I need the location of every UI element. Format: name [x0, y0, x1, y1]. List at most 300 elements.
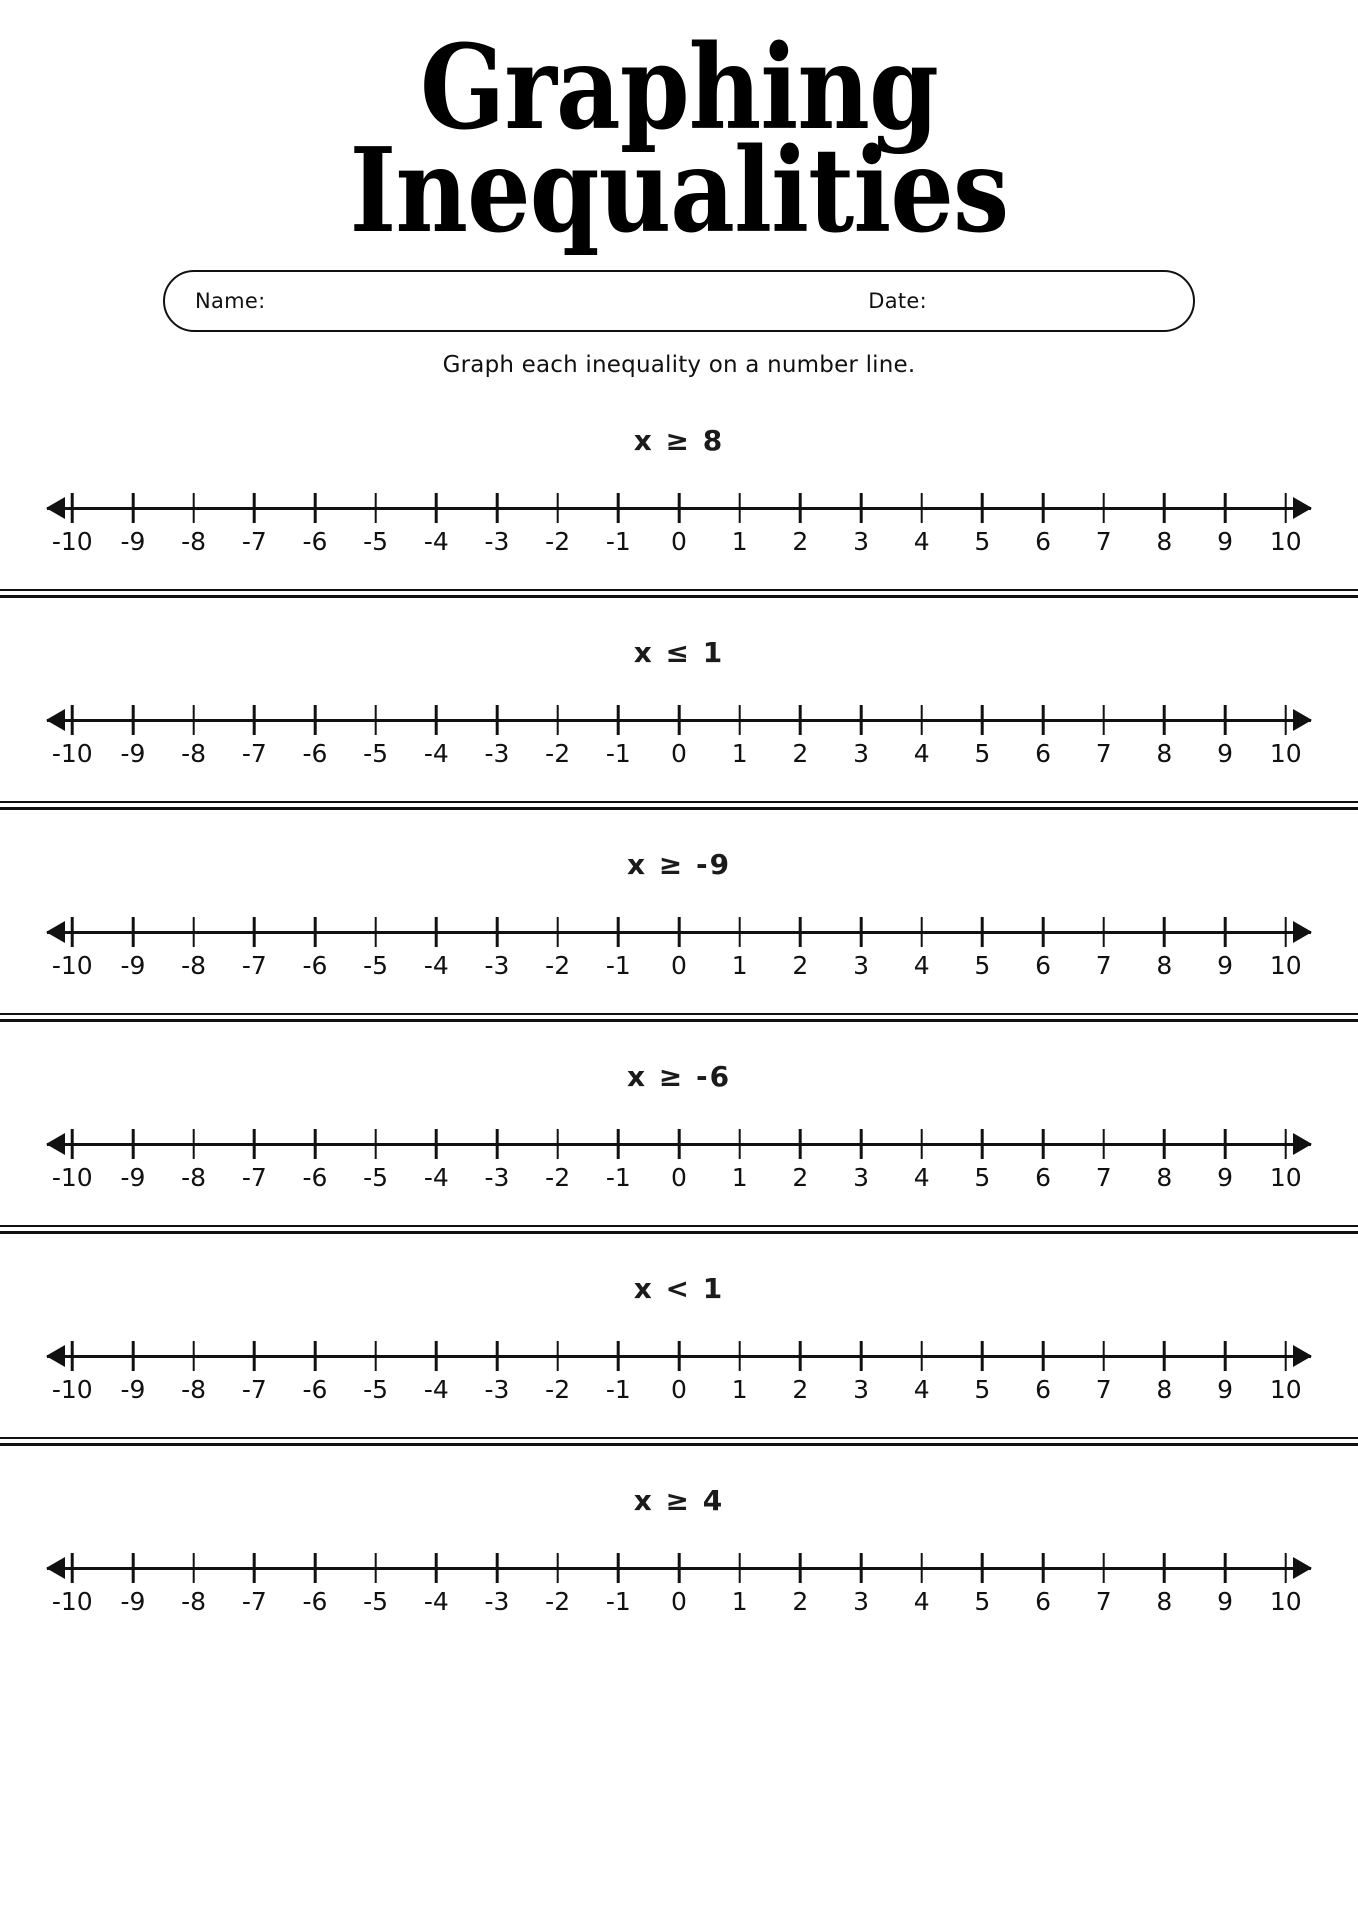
number-line-tick-label: -8 — [181, 951, 207, 981]
number-line-tick-label: -10 — [51, 951, 93, 981]
number-line-tick-label: 9 — [1217, 951, 1233, 981]
arrow-right-icon — [1293, 1133, 1312, 1155]
number-line-tick — [1102, 917, 1105, 947]
number-line-tick-label: 4 — [913, 739, 930, 769]
number-line-tick-label: 3 — [853, 739, 869, 769]
number-line-tick-label: 8 — [1156, 951, 1173, 981]
number-line-tick-label: -2 — [545, 739, 571, 769]
number-line-tick-label: 3 — [853, 951, 869, 981]
number-line-tick — [738, 1341, 741, 1371]
number-line-tick-label: -6 — [302, 1375, 328, 1405]
number-line-tick-label: -5 — [363, 739, 389, 769]
number-line-tick-label: 8 — [1156, 527, 1173, 557]
number-line-tick-label: 8 — [1156, 1163, 1173, 1193]
arrow-left-icon — [46, 1557, 65, 1579]
number-line-tick-label: -1 — [605, 1587, 631, 1617]
number-line-tick — [1102, 1553, 1105, 1583]
number-line-tick-label: -8 — [181, 739, 207, 769]
number-line-tick — [678, 493, 681, 523]
number-line-tick — [1224, 1341, 1227, 1371]
number-line-tick-label: -8 — [181, 1163, 207, 1193]
number-line-tick-label: -6 — [302, 951, 328, 981]
arrow-right-icon — [1293, 497, 1312, 519]
number-line-tick — [981, 1129, 984, 1159]
number-line-tick — [1284, 1341, 1287, 1371]
number-line-tick-label: -2 — [545, 527, 571, 557]
number-line-tick — [253, 705, 256, 735]
name-date-bar — [163, 270, 1195, 332]
problem-2 — [0, 598, 1358, 801]
number-line-tick — [374, 1341, 377, 1371]
number-line-tick — [253, 493, 256, 523]
number-line-tick-label: 9 — [1217, 1375, 1233, 1405]
number-line-tick — [981, 705, 984, 735]
number-line-tick — [920, 917, 923, 947]
inequality-label: x ≥ 8 — [633, 424, 725, 458]
number-line-tick-label: 8 — [1156, 739, 1173, 769]
number-line-tick-label: 1 — [731, 1587, 748, 1617]
number-line-tick-label: 0 — [671, 527, 687, 557]
number-line-tick-label: 6 — [1035, 951, 1051, 981]
number-line-tick — [556, 917, 559, 947]
number-line-tick-label: 3 — [853, 1587, 869, 1617]
number-line-tick-label: 2 — [792, 527, 809, 557]
number-line-tick-label: 10 — [1269, 1375, 1302, 1405]
number-line-tick — [496, 1553, 499, 1583]
number-line-tick-label: 6 — [1035, 1163, 1051, 1193]
number-line-tick — [556, 493, 559, 523]
number-line-tick — [496, 1129, 499, 1159]
number-line-tick — [556, 705, 559, 735]
number-line-tick — [496, 493, 499, 523]
number-line-tick — [1163, 1129, 1166, 1159]
number-line-tick — [799, 917, 802, 947]
number-line-tick — [1042, 705, 1045, 735]
number-line-tick-label: 4 — [913, 1587, 930, 1617]
number-line-tick-label: 1 — [731, 1163, 748, 1193]
number-line-tick-label: -4 — [423, 951, 449, 981]
number-line-tick — [192, 493, 195, 523]
number-line-tick — [435, 493, 438, 523]
number-line-tick-label: -6 — [302, 527, 328, 557]
number-line-tick — [1284, 917, 1287, 947]
number-line-tick — [192, 917, 195, 947]
number-line-tick — [132, 1553, 135, 1583]
number-line-tick — [132, 705, 135, 735]
number-line-tick-label: -6 — [302, 1163, 328, 1193]
number-line-tick — [738, 705, 741, 735]
number-line-tick — [981, 493, 984, 523]
number-line-tick-label: 2 — [792, 1163, 809, 1193]
number-line-tick — [1102, 493, 1105, 523]
number-line-tick-label: 6 — [1035, 739, 1051, 769]
title-line-1: Graphing — [420, 20, 938, 156]
number-line-tick — [374, 917, 377, 947]
number-line-tick — [1102, 1341, 1105, 1371]
number-line-tick-label: 10 — [1269, 739, 1302, 769]
number-line-tick-label: 5 — [974, 1587, 991, 1617]
number-line-tick — [374, 705, 377, 735]
number-line-tick-label: 7 — [1095, 951, 1112, 981]
number-line-tick — [435, 1129, 438, 1159]
number-line-tick-label: 5 — [974, 527, 991, 557]
inequality-label: x < 1 — [633, 1272, 725, 1306]
number-line-tick-label: -2 — [545, 1375, 571, 1405]
problem-1 — [0, 386, 1358, 589]
number-line-tick — [617, 1341, 620, 1371]
section-separator — [0, 589, 1358, 598]
number-line-tick — [920, 705, 923, 735]
number-line-tick — [1284, 705, 1287, 735]
separator-rule — [0, 1013, 1358, 1015]
number-line[interactable] — [47, 909, 1311, 987]
number-line-tick — [556, 1553, 559, 1583]
number-line-tick — [920, 1553, 923, 1583]
arrow-right-icon — [1293, 1557, 1312, 1579]
name-field-label[interactable]: Name: — [195, 289, 266, 314]
number-line-tick — [860, 493, 863, 523]
number-line-tick — [1042, 1341, 1045, 1371]
number-line-tick — [617, 1553, 620, 1583]
number-line-tick-label: 0 — [671, 1587, 687, 1617]
number-line-tick-label: -4 — [423, 1587, 449, 1617]
number-line-tick — [314, 705, 317, 735]
number-line-tick — [71, 1553, 74, 1583]
number-line-tick — [617, 705, 620, 735]
title-line-2: Inequalities — [349, 123, 1009, 260]
number-line-tick-label: 0 — [671, 1163, 687, 1193]
number-line-tick — [314, 1341, 317, 1371]
number-line-tick-label: -9 — [120, 527, 146, 557]
problem-6 — [0, 1446, 1358, 1649]
number-line-tick-label: 2 — [792, 739, 809, 769]
number-line-tick-label: -4 — [423, 1163, 449, 1193]
number-line-tick-label: 4 — [913, 1163, 930, 1193]
number-line-tick-label: -9 — [120, 739, 146, 769]
number-line-tick — [1163, 1553, 1166, 1583]
number-line-tick-label: 0 — [671, 951, 687, 981]
number-line-tick-label: -3 — [484, 1163, 510, 1193]
number-line-tick-label: -7 — [241, 1163, 267, 1193]
number-line-tick-label: 9 — [1217, 739, 1233, 769]
number-line-tick — [860, 1341, 863, 1371]
arrow-left-icon — [46, 497, 65, 519]
number-line-tick-label: 4 — [913, 527, 930, 557]
number-line-tick — [314, 1553, 317, 1583]
number-line-tick-label: -7 — [241, 1375, 267, 1405]
number-line-tick — [678, 1553, 681, 1583]
number-line-tick — [799, 1341, 802, 1371]
number-line-tick — [1224, 1129, 1227, 1159]
number-line-tick — [860, 1553, 863, 1583]
number-line-tick — [496, 1341, 499, 1371]
number-line-tick-label: 6 — [1035, 527, 1051, 557]
number-line-tick-label: -5 — [363, 527, 389, 557]
number-line-tick — [71, 1341, 74, 1371]
number-line-tick — [1042, 493, 1045, 523]
number-line-tick-label: 1 — [731, 527, 748, 557]
number-line-tick — [71, 1129, 74, 1159]
inequality-label: x ≥ -9 — [626, 848, 732, 882]
number-line-tick-label: -3 — [484, 951, 510, 981]
number-line-tick-label: -10 — [51, 1375, 93, 1405]
number-line-tick — [1224, 493, 1227, 523]
number-line-tick-label: 7 — [1095, 527, 1112, 557]
number-line-tick — [1102, 1129, 1105, 1159]
name-date-bar-wrap — [163, 270, 1195, 332]
number-line-tick — [738, 917, 741, 947]
number-line-tick-label: 7 — [1095, 1163, 1112, 1193]
number-line-tick — [314, 493, 317, 523]
number-line-tick-label: 5 — [974, 951, 991, 981]
number-line[interactable] — [47, 485, 1311, 563]
number-line-tick — [860, 1129, 863, 1159]
number-line-tick — [192, 1129, 195, 1159]
number-line-tick-label: 6 — [1035, 1587, 1051, 1617]
number-line-tick-label: -2 — [545, 1587, 571, 1617]
number-line-tick-label: 5 — [974, 1163, 991, 1193]
number-line-tick — [617, 1129, 620, 1159]
number-line-tick-label: -6 — [302, 739, 328, 769]
number-line-tick — [132, 1129, 135, 1159]
inequality-label: x ≥ 4 — [633, 1484, 725, 1518]
number-line-tick-label: 2 — [792, 1375, 809, 1405]
number-line-tick — [799, 493, 802, 523]
number-line-tick-label: 9 — [1217, 1587, 1233, 1617]
number-line-tick — [435, 705, 438, 735]
number-line-tick — [1284, 1553, 1287, 1583]
number-line-tick-label: 3 — [853, 1375, 869, 1405]
number-line-tick — [860, 705, 863, 735]
number-line-tick-label: -3 — [484, 739, 510, 769]
number-line-tick-label: -3 — [484, 1587, 510, 1617]
inequality-label: x ≥ -6 — [626, 1060, 732, 1094]
separator-rule — [0, 1225, 1358, 1227]
number-line-tick-label: -7 — [241, 951, 267, 981]
number-line-tick — [981, 1341, 984, 1371]
number-line-tick — [678, 1341, 681, 1371]
number-line[interactable] — [47, 1333, 1311, 1411]
number-line-tick-label: -9 — [120, 1163, 146, 1193]
arrow-right-icon — [1293, 921, 1312, 943]
number-line-tick — [738, 1129, 741, 1159]
number-line-tick-label: -9 — [120, 1375, 146, 1405]
number-line-tick-label: 8 — [1156, 1375, 1173, 1405]
number-line-tick — [1224, 917, 1227, 947]
number-line-tick-label: -1 — [605, 1375, 631, 1405]
number-line-tick-label: 10 — [1269, 527, 1302, 557]
number-line-tick-label: -4 — [423, 1375, 449, 1405]
arrow-right-icon — [1293, 1345, 1312, 1367]
separator-rule — [0, 589, 1358, 591]
number-line-tick — [1163, 917, 1166, 947]
number-line-tick-label: -10 — [51, 1587, 93, 1617]
number-line-tick-label: -2 — [545, 1163, 571, 1193]
number-line-tick-label: -10 — [51, 739, 93, 769]
number-line-tick-label: 10 — [1269, 1163, 1302, 1193]
number-line-tick — [374, 1129, 377, 1159]
problem-3 — [0, 810, 1358, 1013]
number-line-tick-label: -5 — [363, 1163, 389, 1193]
number-line-tick-label: 1 — [731, 1375, 748, 1405]
number-line-tick-label: -5 — [363, 951, 389, 981]
number-line-tick — [1224, 705, 1227, 735]
number-line-tick-label: -7 — [241, 527, 267, 557]
number-line-tick-label: 8 — [1156, 1587, 1173, 1617]
number-line-tick — [920, 493, 923, 523]
date-field-label[interactable]: Date: — [868, 289, 927, 314]
number-line-tick-label: 2 — [792, 951, 809, 981]
number-line-tick-label: -8 — [181, 527, 207, 557]
number-line-tick — [920, 1129, 923, 1159]
number-line-tick — [799, 1553, 802, 1583]
number-line-tick — [799, 705, 802, 735]
arrow-left-icon — [46, 1345, 65, 1367]
number-line-tick-label: 5 — [974, 1375, 991, 1405]
number-line-tick-label: -10 — [51, 527, 93, 557]
number-line-tick-label: -8 — [181, 1587, 207, 1617]
number-line-tick-label: -1 — [605, 739, 631, 769]
number-line-tick — [981, 917, 984, 947]
number-line-tick — [435, 917, 438, 947]
number-line-tick — [132, 493, 135, 523]
number-line-tick-label: -5 — [363, 1587, 389, 1617]
number-line-tick — [1224, 1553, 1227, 1583]
number-line-tick — [1042, 1553, 1045, 1583]
number-line-tick-label: -3 — [484, 527, 510, 557]
inequality-label: x ≤ 1 — [633, 636, 725, 670]
number-line-tick-label: 5 — [974, 739, 991, 769]
number-line-tick — [678, 705, 681, 735]
number-line-tick-label: 9 — [1217, 1163, 1233, 1193]
number-line-tick-label: 7 — [1095, 739, 1112, 769]
number-line-tick — [617, 917, 620, 947]
number-line-tick-label: -1 — [605, 1163, 631, 1193]
number-line-tick — [1042, 917, 1045, 947]
number-line-tick — [192, 1553, 195, 1583]
number-line-tick-label: -7 — [241, 739, 267, 769]
number-line-tick — [314, 1129, 317, 1159]
number-line-tick — [253, 1553, 256, 1583]
number-line-tick-label: 10 — [1269, 951, 1302, 981]
arrow-right-icon — [1293, 709, 1312, 731]
number-line-tick-label: -1 — [605, 951, 631, 981]
number-line[interactable] — [47, 1121, 1311, 1199]
number-line-tick — [1284, 1129, 1287, 1159]
number-line-tick — [1163, 493, 1166, 523]
number-line-tick — [435, 1553, 438, 1583]
number-line-tick-label: 1 — [731, 739, 748, 769]
number-line-tick — [253, 917, 256, 947]
section-separator — [0, 1013, 1358, 1022]
number-line-tick-label: 2 — [792, 1587, 809, 1617]
number-line-tick — [799, 1129, 802, 1159]
number-line[interactable] — [47, 1545, 1311, 1623]
number-line-tick — [678, 1129, 681, 1159]
number-line-tick — [71, 917, 74, 947]
arrow-left-icon — [46, 709, 65, 731]
number-line-tick — [738, 493, 741, 523]
number-line-tick — [253, 1129, 256, 1159]
number-line-tick — [860, 917, 863, 947]
section-separator — [0, 1437, 1358, 1446]
number-line-tick-label: -6 — [302, 1587, 328, 1617]
number-line-tick-label: 7 — [1095, 1587, 1112, 1617]
number-line-tick — [314, 917, 317, 947]
section-separator — [0, 1225, 1358, 1234]
number-line-tick-label: -7 — [241, 1587, 267, 1617]
number-line-tick — [132, 1341, 135, 1371]
number-line-tick-label: 7 — [1095, 1375, 1112, 1405]
separator-rule — [0, 1437, 1358, 1439]
problem-5 — [0, 1234, 1358, 1437]
number-line-tick — [920, 1341, 923, 1371]
number-line-tick — [1163, 705, 1166, 735]
number-line-tick — [496, 705, 499, 735]
number-line-tick — [192, 705, 195, 735]
number-line-tick — [374, 493, 377, 523]
worksheet-title — [0, 0, 1358, 260]
number-line[interactable] — [47, 697, 1311, 775]
number-line-tick — [1102, 705, 1105, 735]
number-line-tick — [192, 1341, 195, 1371]
number-line-tick-label: -4 — [423, 739, 449, 769]
number-line-tick-label: 4 — [913, 1375, 930, 1405]
number-line-tick-label: 6 — [1035, 1375, 1051, 1405]
number-line-tick-label: -3 — [484, 1375, 510, 1405]
instruction-text: Graph each inequality on a number line. — [442, 352, 916, 379]
number-line-tick — [617, 493, 620, 523]
number-line-tick — [132, 917, 135, 947]
number-line-tick — [556, 1341, 559, 1371]
number-line-tick — [1284, 493, 1287, 523]
number-line-tick-label: -9 — [120, 1587, 146, 1617]
number-line-tick-label: -2 — [545, 951, 571, 981]
number-line-tick — [71, 493, 74, 523]
number-line-tick-label: -8 — [181, 1375, 207, 1405]
number-line-tick — [738, 1553, 741, 1583]
number-line-tick — [435, 1341, 438, 1371]
number-line-tick — [1163, 1341, 1166, 1371]
problem-4 — [0, 1022, 1358, 1225]
number-line-tick-label: -4 — [423, 527, 449, 557]
number-line-tick — [678, 917, 681, 947]
number-line-tick — [71, 705, 74, 735]
number-line-tick-label: 3 — [853, 527, 869, 557]
number-line-tick — [981, 1553, 984, 1583]
number-line-tick-label: 10 — [1269, 1587, 1302, 1617]
number-line-tick-label: 0 — [671, 739, 687, 769]
number-line-tick — [374, 1553, 377, 1583]
number-line-tick-label: 1 — [731, 951, 748, 981]
number-line-tick — [253, 1341, 256, 1371]
number-line-tick-label: -9 — [120, 951, 146, 981]
separator-rule — [0, 801, 1358, 803]
number-line-tick-label: -10 — [51, 1163, 93, 1193]
arrow-left-icon — [46, 1133, 65, 1155]
arrow-left-icon — [46, 921, 65, 943]
section-separator — [0, 801, 1358, 810]
number-line-tick-label: 4 — [913, 951, 930, 981]
number-line-tick-label: 0 — [671, 1375, 687, 1405]
number-line-tick — [556, 1129, 559, 1159]
number-line-tick — [1042, 1129, 1045, 1159]
problem-list — [0, 386, 1358, 1649]
number-line-tick-label: -5 — [363, 1375, 389, 1405]
number-line-tick-label: -1 — [605, 527, 631, 557]
number-line-tick — [496, 917, 499, 947]
number-line-tick-label: 9 — [1217, 527, 1233, 557]
